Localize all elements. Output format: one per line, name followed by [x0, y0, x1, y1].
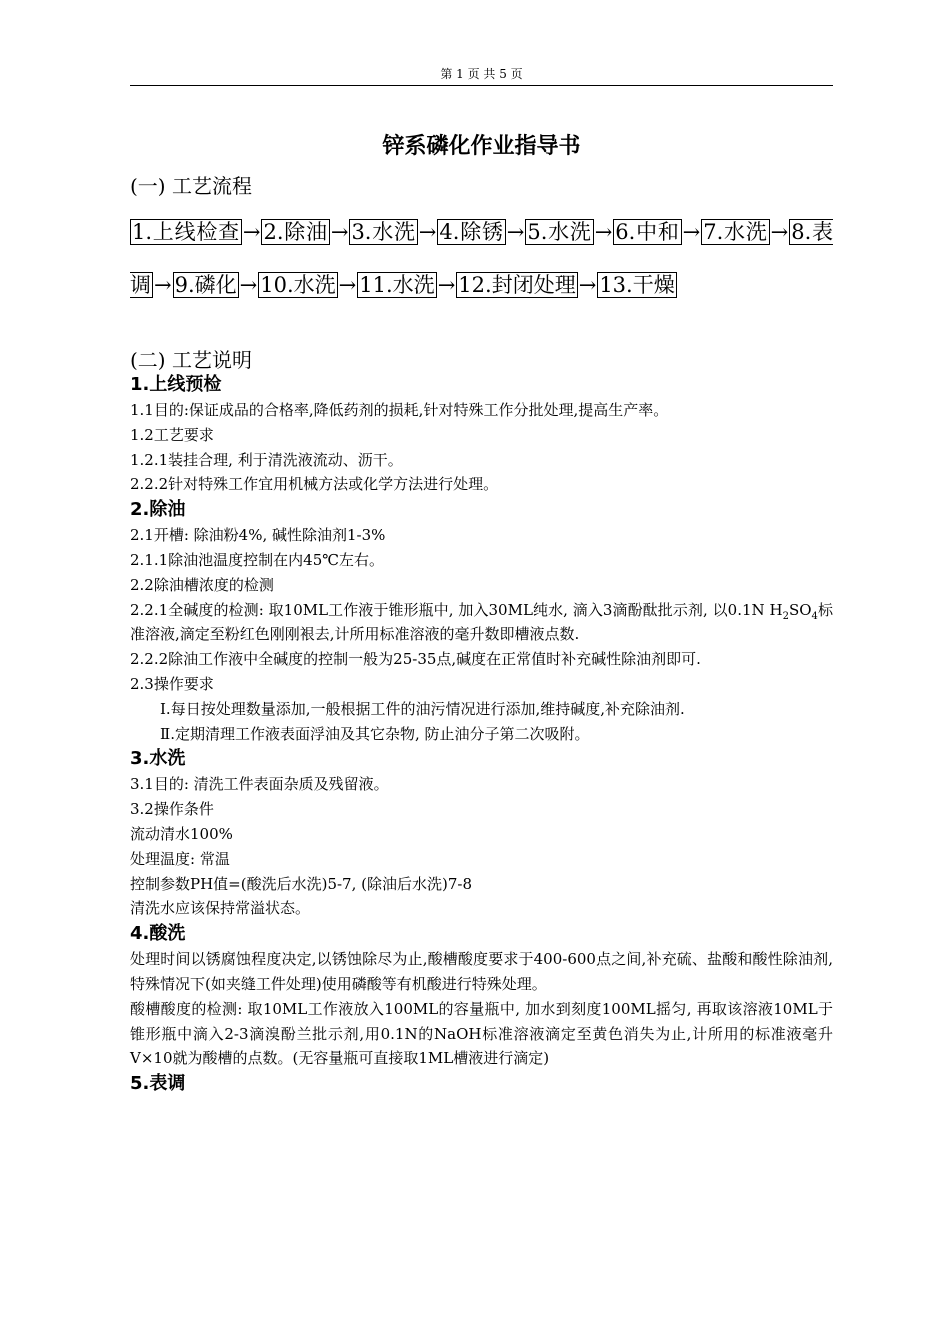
flow-step: 7.水洗 [703, 220, 768, 244]
flow-step: 1.上线检查 [132, 220, 240, 244]
flow-step: 12.封闭处理 [458, 273, 576, 297]
section-heading-process-notes: (二) 工艺说明 [130, 348, 252, 372]
flow-step: 2.除油 [263, 220, 328, 244]
flow-step: 6.中和 [615, 220, 680, 244]
subscript: 2 [782, 610, 789, 622]
flow-arrow: → [239, 273, 258, 297]
subscript: 4 [811, 610, 818, 622]
flow-arrow: → [506, 220, 525, 244]
flow-arrow: → [242, 220, 261, 244]
paragraph: 酸槽酸度的检测: 取10ML工作液放入100ML的容量瓶中, 加水到刻度100ML摇匀, 再取该溶液10ML于锥形瓶中滴入2-3滴溴酚兰批示剂,用0.1N的NaOH标准溶液滴定至黄色消失为止,计所用的标准液毫升V×10就为酸槽的点数。(无容量瓶可直接取1ML槽液进行滴定) [130, 999, 833, 1068]
flow-step: 3.水洗 [351, 220, 416, 244]
paragraph: 2.1开槽: 除油粉4%, 碱性除油剂1-3% [130, 526, 386, 545]
text-run: 2.2.1全碱度的检测: 取10ML工作液于锥形瓶中, 加入30ML纯水, 滴入3滴酚酞批示剂, 以0.1N H [130, 600, 783, 619]
flow-arrow: → [578, 273, 597, 297]
paragraph: 流动清水100% [130, 824, 233, 843]
flow-arrow: → [594, 220, 613, 244]
document-body [130, 372, 833, 1097]
paragraph: 1.2工艺要求 [130, 425, 214, 444]
flow-step: 10.水洗 [260, 273, 336, 297]
heading-surface-conditioning: 5.表调 [130, 1073, 186, 1095]
flow-arrow: → [330, 220, 349, 244]
flow-step: 9.磷化 [174, 273, 237, 297]
paragraph: 控制参数PH值=(酸洗后水洗)5-7, (除油后水洗)7-8 [130, 874, 472, 893]
heading-water-rinse: 3.水洗 [130, 748, 186, 770]
text-run: 标准溶液,滴定至粉红色刚刚裉去,计所用标准溶液的毫升数即槽液点数. [130, 600, 833, 644]
text-run: SO [788, 600, 812, 619]
paragraph: Ⅰ.每日按处理数量添加,一般根据工件的油污情况进行添加,维持碱度,补充除油剂. [160, 699, 685, 718]
paragraph: 清洗水应该保持常溢状态。 [130, 899, 311, 918]
paragraph: 处理温度: 常温 [130, 849, 230, 868]
paragraph: 2.2除油槽浓度的检测 [130, 575, 274, 594]
paragraph: Ⅱ.定期清理工作液表面浮油及其它杂物, 防止油分子第二次吸附。 [160, 724, 590, 743]
flow-step: 8.表调 [130, 220, 834, 297]
paragraph: 2.1.1除油池温度控制在内45℃左右。 [130, 550, 385, 569]
flow-step: 5.水洗 [527, 220, 592, 244]
heading-pre-inspection: 1.上线预检 [130, 374, 222, 395]
document-title: 锌系磷化作业指导书 [382, 134, 581, 159]
paragraph: 2.2.2除油工作液中全碱度的控制一般为25-35点,碱度在正常值时补充碱性除油剂即可. [130, 650, 701, 669]
header-divider [130, 85, 833, 86]
flow-arrow: → [418, 220, 437, 244]
flow-step: 4.除锈 [439, 220, 504, 244]
section-heading-process-flow: (一) 工艺流程 [130, 174, 252, 198]
paragraph: 3.2操作条件 [130, 800, 214, 819]
process-flow [130, 206, 833, 312]
heading-degreasing: 2.除油 [130, 499, 186, 521]
paragraph: 1.2.1装挂合理, 利于清洗液流动、沥干。 [130, 450, 403, 469]
heading-pickling: 4.酸洗 [130, 923, 186, 945]
flow-arrow: → [770, 220, 789, 244]
flow-arrow: → [154, 273, 172, 297]
flow-arrow: → [338, 273, 357, 297]
flow-arrow: → [437, 273, 456, 297]
paragraph: 3.1目的: 清洗工件表面杂质及残留液。 [130, 775, 389, 794]
page-header: 第 1 页 共 5 页 [440, 67, 523, 81]
flow-arrow: → [682, 220, 701, 244]
paragraph: 2.2.2针对特殊工作宜用机械方法或化学方法进行处理。 [130, 475, 499, 494]
paragraph: 处理时间以锈腐蚀程度决定,以锈蚀除尽为止,酸槽酸度要求于400-600点之间,补充硫、盐酸和酸性除油剂,特殊情况下(如夹缝工件处理)使用磷酸等有机酸进行特殊处理。 [130, 950, 833, 993]
flow-step: 11.水洗 [359, 273, 435, 297]
paragraph-alkalinity-test [130, 598, 833, 648]
flow-step: 13.干燥 [599, 273, 675, 297]
paragraph: 1.1目的:保证成品的合格率,降低药剂的损耗,针对特殊工作分批处理,提高生产率。 [130, 401, 669, 419]
paragraph: 2.3操作要求 [130, 674, 214, 693]
